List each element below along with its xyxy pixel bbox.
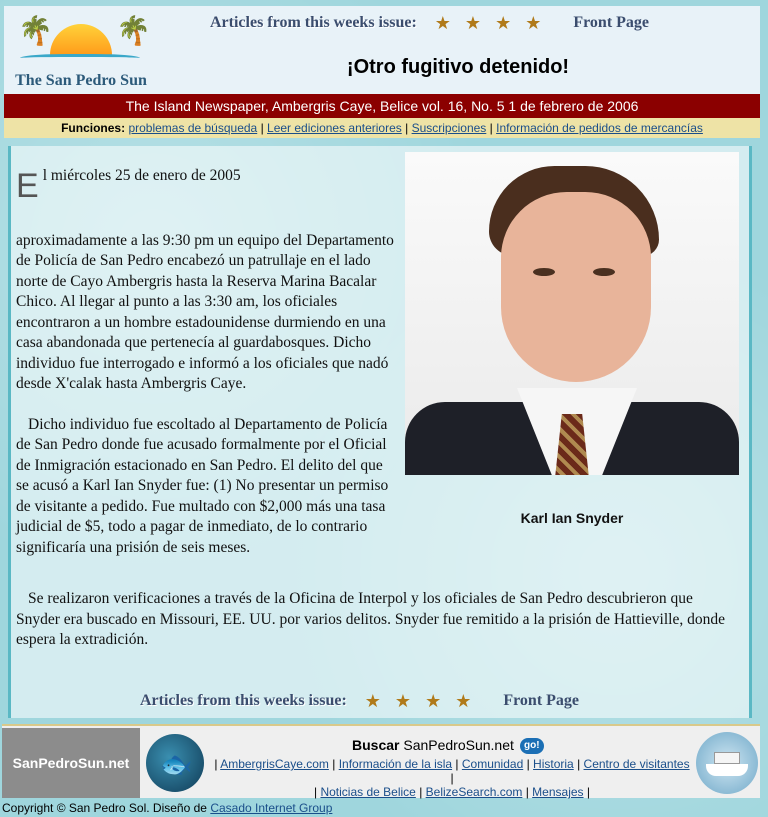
dropcap: E xyxy=(16,167,39,205)
page-title: ¡Otro fugitivo detenido! xyxy=(346,56,570,78)
brand-logo[interactable]: SanPedroSun.net xyxy=(2,728,140,798)
copyright-text: Copyright © San Pedro Sol. Diseño de xyxy=(2,801,207,815)
fish-icon: 🐟 xyxy=(160,750,193,780)
star-link-icon[interactable]: ★ xyxy=(394,690,412,712)
footer-link[interactable]: Comunidad xyxy=(461,757,524,771)
palm-tree-icon: 🌴 xyxy=(116,14,151,47)
star-link-icon[interactable]: ★ xyxy=(495,12,512,34)
star-link-icon[interactable]: ★ xyxy=(455,690,472,712)
sun-icon xyxy=(50,24,112,56)
star-link-icon[interactable]: ★ xyxy=(464,12,482,34)
footer-link[interactable]: BelizeSearch.com xyxy=(425,785,523,799)
article-body xyxy=(16,166,396,578)
merchandise-info-link[interactable]: Información de pedidos de mercancías xyxy=(496,121,703,135)
past-issues-link[interactable]: Leer ediciones anteriores xyxy=(267,121,402,135)
footer-links: | AmbergrisCaye.com | Información de la isla | Comunidad | Historia | Centro de visitantes | | Noticias de Belice | BelizeSearch.com | Mensajes | xyxy=(214,757,690,799)
issue-nav-top xyxy=(210,12,649,34)
palm-tree-icon: 🌴 xyxy=(18,14,53,47)
footer-link[interactable]: Información de la isla xyxy=(338,757,453,771)
subscriptions-link[interactable]: Suscripciones xyxy=(411,121,487,135)
footer-link[interactable]: AmbergrisCaye.com xyxy=(220,757,329,771)
search-area xyxy=(352,737,544,754)
footer-link[interactable]: Centro de visitantes xyxy=(583,757,690,771)
search-problems-link[interactable]: problemas de búsqueda xyxy=(128,121,258,135)
footer-link[interactable]: Historia xyxy=(533,757,574,771)
star-link-icon[interactable]: ★ xyxy=(525,12,542,34)
front-page-link[interactable]: Front Page xyxy=(503,692,580,709)
search-label: Buscar xyxy=(352,737,400,753)
article-paragraph: Se realizaron verificaciones a través de la Oficina de Interpol y los oficiales de San Pedro descubrieron que Snyder era buscado en Missouri, EE. UU. por varios delitos. Snyder fue remitido a la prisión de Hattieville, donde espera la extradición. xyxy=(16,590,725,648)
article-paragraph: Dicho individuo fue escoltado al Departamento de Policía de San Pedro donde fue acusado formalmente por el Oficial de Inmigración estacionado en San Pedro. El delito del que se acusó a Karl Ian Snyder fue: (1) No presentar un permiso de visitante a pedido. Fue multado con $2,000 más una tasa judicial de $5, todo a pagar de inmediato, de lo contrario significaría una prisión de seis meses. xyxy=(16,415,389,556)
star-link-icon[interactable]: ★ xyxy=(364,690,381,712)
header xyxy=(4,6,760,94)
logo-text: The San Pedro Sun xyxy=(15,72,147,89)
wave-icon xyxy=(20,54,140,64)
article-first-line: l miércoles 25 de enero de 2005 xyxy=(42,167,241,184)
designer-link[interactable]: Casado Internet Group xyxy=(210,801,333,815)
issue-nav-bottom xyxy=(140,690,579,712)
suspect-photo xyxy=(405,152,739,475)
logo[interactable] xyxy=(8,10,154,92)
go-button[interactable]: go! xyxy=(520,738,544,754)
copyright xyxy=(2,801,332,815)
issue-nav-title: Articles from this weeks issue: xyxy=(210,14,417,31)
star-link-icon[interactable]: ★ xyxy=(425,690,442,712)
footer-link[interactable]: Noticias de Belice xyxy=(320,785,416,799)
front-page-link[interactable]: Front Page xyxy=(573,14,650,31)
footer-link[interactable]: Mensajes xyxy=(532,785,584,799)
issue-nav-title: Articles from this weeks issue: xyxy=(140,692,347,709)
functions-label: Funciones: xyxy=(61,121,126,135)
boat-image xyxy=(696,732,758,794)
photo-caption: Karl Ian Snyder xyxy=(520,510,624,526)
issue-banner: The Island Newspaper, Ambergris Caye, Belice vol. 16, No. 5 1 de febrero de 2006 xyxy=(4,94,760,118)
functions-bar: Funciones: problemas de búsqueda | Leer ediciones anteriores | Suscripciones | Información de pedidos de mercancías xyxy=(4,118,760,138)
article-paragraph: aproximadamente a las 9:30 pm un equipo del Departamento de Policía de San Pedro encabezó un patrullaje en el lado norte de Cayo Ambergris hasta la Reserva Marina Bacalar Chico. Al llegar al punto a las 3:30 am, los oficiales encontraron a un hombre estadounidense durmiendo en una casa abandonada que pertenecía al guardabosques. Dicho individuo fue interrogado e informó a los oficiales que nadó desde X'calak hasta Ambergris Caye. xyxy=(16,231,394,392)
star-link-icon[interactable]: ★ xyxy=(434,12,451,34)
search-site: SanPedroSun.net xyxy=(403,737,514,753)
